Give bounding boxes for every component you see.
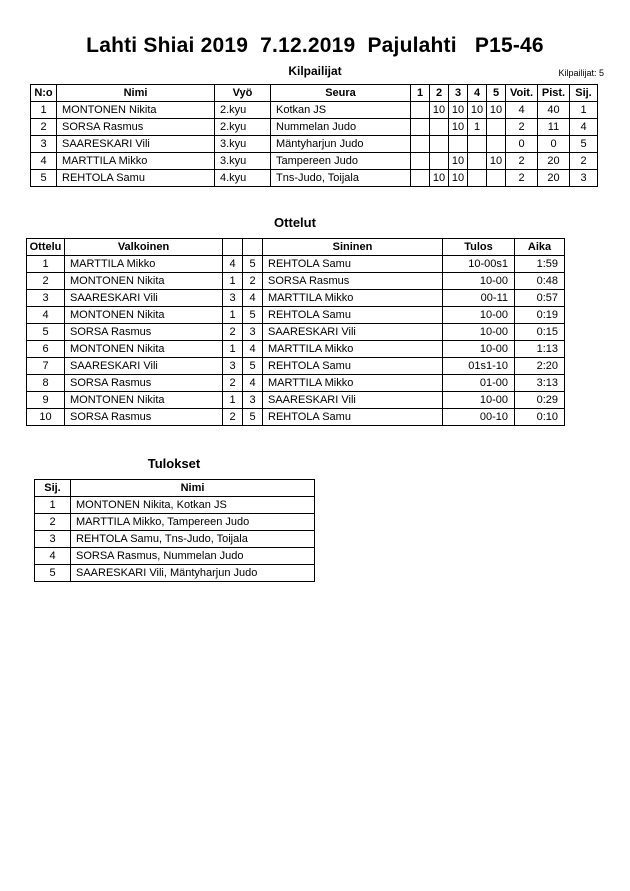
blue-number: 5 xyxy=(243,409,263,426)
match-time: 3:13 xyxy=(515,375,565,392)
header-place: Sij. xyxy=(35,480,71,497)
header-no: N:o xyxy=(31,85,57,102)
result-row xyxy=(35,531,315,548)
result-place: 2 xyxy=(35,514,71,531)
match-row xyxy=(27,392,565,409)
match-row xyxy=(27,409,565,426)
match-result: 00-11 xyxy=(443,290,515,307)
white-number: 1 xyxy=(223,341,243,358)
score-cell xyxy=(411,153,430,170)
competitor-belt: 3.kyu xyxy=(215,153,271,170)
matches-table xyxy=(26,238,565,426)
competitor-belt: 4.kyu xyxy=(215,170,271,187)
score-cell xyxy=(411,136,430,153)
match-row xyxy=(27,375,565,392)
competitor-club: Mäntyharjun Judo xyxy=(271,136,411,153)
score-cell: 10 xyxy=(487,102,506,119)
competitor-place: 4 xyxy=(570,119,598,136)
match-result: 10-00 xyxy=(443,307,515,324)
competitor-row xyxy=(31,102,598,119)
competitor-row xyxy=(31,153,598,170)
blue-number: 4 xyxy=(243,290,263,307)
header-club: Seura xyxy=(271,85,411,102)
result-name: SAARESKARI Vili, Mäntyharjun Judo xyxy=(71,565,315,582)
competitor-name: REHTOLA Samu xyxy=(57,170,215,187)
competitor-wins: 0 xyxy=(506,136,538,153)
match-result: 10-00 xyxy=(443,273,515,290)
header-opp-3: 3 xyxy=(449,85,468,102)
match-row xyxy=(27,307,565,324)
score-cell: 10 xyxy=(449,102,468,119)
blue-number: 3 xyxy=(243,392,263,409)
header-name: Nimi xyxy=(57,85,215,102)
blue-number: 5 xyxy=(243,256,263,273)
competitor-name: MONTONEN Nikita xyxy=(57,102,215,119)
competitor-wins: 2 xyxy=(506,170,538,187)
competitor-belt: 3.kyu xyxy=(215,136,271,153)
score-cell: 10 xyxy=(449,119,468,136)
results-heading: Tulokset xyxy=(147,456,201,471)
match-result: 01s1-10 xyxy=(443,358,515,375)
white-number: 1 xyxy=(223,392,243,409)
result-row xyxy=(35,548,315,565)
header-white-no xyxy=(223,239,243,256)
white-name: MONTONEN Nikita xyxy=(65,273,223,290)
competitors-heading: Kilpailijat xyxy=(288,64,342,78)
competitor-points: 11 xyxy=(538,119,570,136)
score-cell: 10 xyxy=(468,102,487,119)
score-cell xyxy=(411,102,430,119)
competitors-table xyxy=(30,84,598,187)
competitor-club: Nummelan Judo xyxy=(271,119,411,136)
blue-number: 3 xyxy=(243,324,263,341)
score-cell: 1 xyxy=(468,119,487,136)
competitors-header-row xyxy=(31,85,598,102)
header-time: Aika xyxy=(515,239,565,256)
header-opp-2: 2 xyxy=(430,85,449,102)
header-blue-no xyxy=(243,239,263,256)
score-cell xyxy=(468,136,487,153)
match-time: 0:29 xyxy=(515,392,565,409)
match-number: 1 xyxy=(27,256,65,273)
competitor-number: 3 xyxy=(31,136,57,153)
match-result: 10-00 xyxy=(443,324,515,341)
competitor-name: SORSA Rasmus xyxy=(57,119,215,136)
result-row xyxy=(35,514,315,531)
competitor-place: 3 xyxy=(570,170,598,187)
results-header-row xyxy=(35,480,315,497)
score-cell: 10 xyxy=(449,170,468,187)
blue-name: REHTOLA Samu xyxy=(263,256,443,273)
competitor-points: 20 xyxy=(538,153,570,170)
competitor-row xyxy=(31,170,598,187)
header-name: Nimi xyxy=(71,480,315,497)
result-name: SORSA Rasmus, Nummelan Judo xyxy=(71,548,315,565)
result-place: 4 xyxy=(35,548,71,565)
white-name: SORSA Rasmus xyxy=(65,324,223,341)
match-result: 10-00s1 xyxy=(443,256,515,273)
result-name: MARTTILA Mikko, Tampereen Judo xyxy=(71,514,315,531)
blue-number: 2 xyxy=(243,273,263,290)
competitor-belt: 2.kyu xyxy=(215,102,271,119)
matches-header-row xyxy=(27,239,565,256)
header-result: Tulos xyxy=(443,239,515,256)
match-time: 0:19 xyxy=(515,307,565,324)
header-points: Pist. xyxy=(538,85,570,102)
blue-name: REHTOLA Samu xyxy=(263,307,443,324)
results-table xyxy=(34,479,315,582)
matches-heading: Ottelut xyxy=(274,215,316,230)
competitor-row xyxy=(31,136,598,153)
white-number: 2 xyxy=(223,324,243,341)
header-opp-1: 1 xyxy=(411,85,430,102)
score-cell: 10 xyxy=(449,153,468,170)
competitor-wins: 2 xyxy=(506,153,538,170)
header-blue: Sininen xyxy=(263,239,443,256)
white-name: SAARESKARI Vili xyxy=(65,290,223,307)
match-row xyxy=(27,273,565,290)
blue-number: 5 xyxy=(243,358,263,375)
header-opp-4: 4 xyxy=(468,85,487,102)
match-number: 6 xyxy=(27,341,65,358)
competitor-club: Tns-Judo, Toijala xyxy=(271,170,411,187)
match-row xyxy=(27,256,565,273)
result-row xyxy=(35,497,315,514)
match-result: 10-00 xyxy=(443,341,515,358)
match-time: 0:10 xyxy=(515,409,565,426)
score-cell xyxy=(487,170,506,187)
result-row xyxy=(35,565,315,582)
match-row xyxy=(27,290,565,307)
result-place: 3 xyxy=(35,531,71,548)
header-opp-5: 5 xyxy=(487,85,506,102)
match-number: 8 xyxy=(27,375,65,392)
match-time: 0:57 xyxy=(515,290,565,307)
match-time: 0:15 xyxy=(515,324,565,341)
competitor-place: 5 xyxy=(570,136,598,153)
blue-number: 4 xyxy=(243,375,263,392)
match-time: 1:59 xyxy=(515,256,565,273)
match-number: 4 xyxy=(27,307,65,324)
score-cell: 10 xyxy=(430,170,449,187)
score-cell xyxy=(430,136,449,153)
match-number: 9 xyxy=(27,392,65,409)
competitor-place: 1 xyxy=(570,102,598,119)
score-cell xyxy=(468,170,487,187)
competitor-wins: 2 xyxy=(506,119,538,136)
white-name: MONTONEN Nikita xyxy=(65,392,223,409)
score-cell xyxy=(430,119,449,136)
match-row xyxy=(27,341,565,358)
match-number: 3 xyxy=(27,290,65,307)
white-number: 4 xyxy=(223,256,243,273)
blue-number: 4 xyxy=(243,341,263,358)
white-number: 3 xyxy=(223,358,243,375)
match-result: 01-00 xyxy=(443,375,515,392)
blue-name: SAARESKARI Vili xyxy=(263,324,443,341)
score-cell xyxy=(487,136,506,153)
header-match-no: Ottelu xyxy=(27,239,65,256)
result-place: 1 xyxy=(35,497,71,514)
score-cell xyxy=(411,170,430,187)
competitor-wins: 4 xyxy=(506,102,538,119)
match-time: 2:20 xyxy=(515,358,565,375)
score-cell xyxy=(449,136,468,153)
competitor-belt: 2.kyu xyxy=(215,119,271,136)
score-cell xyxy=(468,153,487,170)
competitor-name: SAARESKARI Vili xyxy=(57,136,215,153)
blue-name: SORSA Rasmus xyxy=(263,273,443,290)
white-name: SAARESKARI Vili xyxy=(65,358,223,375)
competitor-place: 2 xyxy=(570,153,598,170)
match-number: 2 xyxy=(27,273,65,290)
result-name: MONTONEN Nikita, Kotkan JS xyxy=(71,497,315,514)
white-name: MONTONEN Nikita xyxy=(65,341,223,358)
match-number: 10 xyxy=(27,409,65,426)
white-name: MONTONEN Nikita xyxy=(65,307,223,324)
blue-name: MARTTILA Mikko xyxy=(263,375,443,392)
score-cell xyxy=(430,153,449,170)
score-cell: 10 xyxy=(487,153,506,170)
header-place: Sij. xyxy=(570,85,598,102)
score-cell xyxy=(487,119,506,136)
match-row xyxy=(27,358,565,375)
competitor-points: 0 xyxy=(538,136,570,153)
page-title: Lahti Shiai 2019 7.12.2019 Pajulahti P15-46 xyxy=(86,34,544,57)
white-name: SORSA Rasmus xyxy=(65,375,223,392)
blue-name: MARTTILA Mikko xyxy=(263,290,443,307)
score-cell xyxy=(411,119,430,136)
result-name: REHTOLA Samu, Tns-Judo, Toijala xyxy=(71,531,315,548)
competitor-row xyxy=(31,119,598,136)
match-result: 10-00 xyxy=(443,392,515,409)
competitor-number: 5 xyxy=(31,170,57,187)
competitor-club: Kotkan JS xyxy=(271,102,411,119)
score-cell: 10 xyxy=(430,102,449,119)
competitor-points: 20 xyxy=(538,170,570,187)
competitor-points: 40 xyxy=(538,102,570,119)
header-white: Valkoinen xyxy=(65,239,223,256)
competitor-number: 1 xyxy=(31,102,57,119)
white-number: 1 xyxy=(223,273,243,290)
competitors-count: Kilpailijat: 5 xyxy=(558,68,604,78)
match-time: 0:48 xyxy=(515,273,565,290)
match-row xyxy=(27,324,565,341)
white-number: 2 xyxy=(223,409,243,426)
white-number: 3 xyxy=(223,290,243,307)
match-time: 1:13 xyxy=(515,341,565,358)
match-number: 5 xyxy=(27,324,65,341)
white-number: 2 xyxy=(223,375,243,392)
blue-name: SAARESKARI Vili xyxy=(263,392,443,409)
competitor-name: MARTTILA Mikko xyxy=(57,153,215,170)
match-number: 7 xyxy=(27,358,65,375)
white-number: 1 xyxy=(223,307,243,324)
blue-name: REHTOLA Samu xyxy=(263,409,443,426)
blue-name: REHTOLA Samu xyxy=(263,358,443,375)
result-place: 5 xyxy=(35,565,71,582)
white-name: SORSA Rasmus xyxy=(65,409,223,426)
header-belt: Vyö xyxy=(215,85,271,102)
blue-name: MARTTILA Mikko xyxy=(263,341,443,358)
white-name: MARTTILA Mikko xyxy=(65,256,223,273)
competitor-number: 2 xyxy=(31,119,57,136)
match-result: 00-10 xyxy=(443,409,515,426)
header-wins: Voit. xyxy=(506,85,538,102)
competitor-number: 4 xyxy=(31,153,57,170)
competitor-club: Tampereen Judo xyxy=(271,153,411,170)
blue-number: 5 xyxy=(243,307,263,324)
